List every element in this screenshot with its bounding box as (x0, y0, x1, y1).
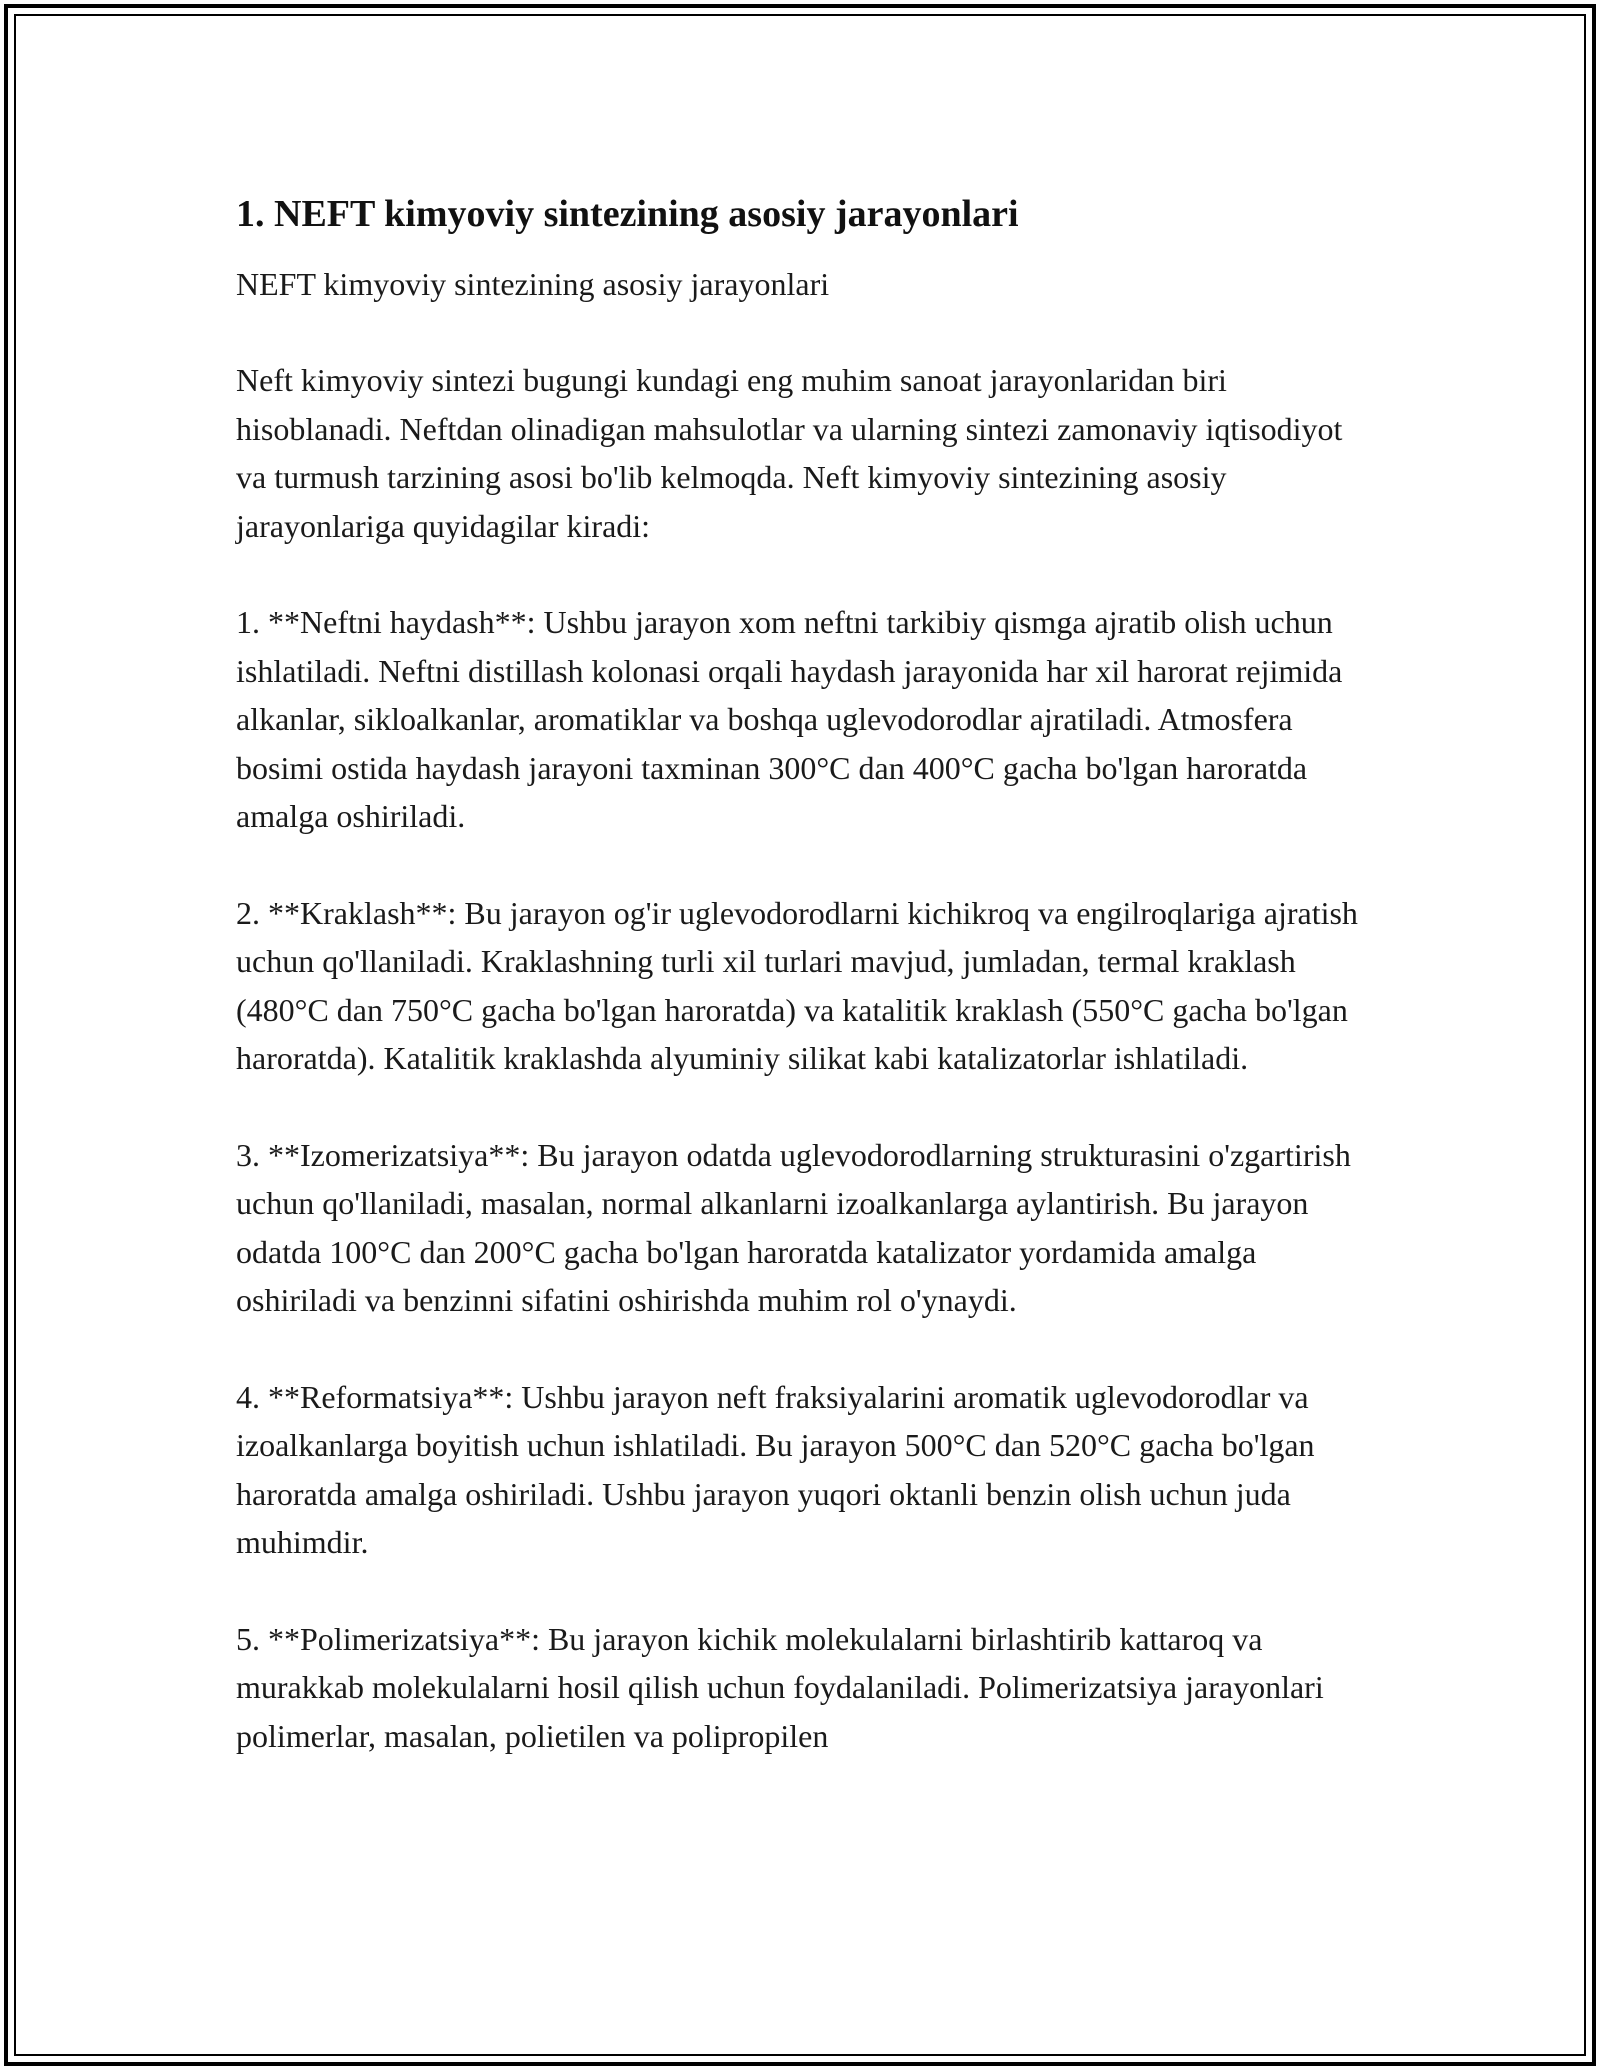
paragraph-reformatsiya: 4. **Reformatsiya**: Ushbu jarayon neft fraksiyalarini aromatik uglevodorodlar va izoalkanlarga boyitish uchun ishlatiladi. Bu jarayon 500°C dan 520°C gacha bo'lgan haroratda amalga oshiriladi. Ushbu jarayon yuqori oktanli benzin olish uchun juda muhimdir. (236, 1378, 1315, 1560)
paragraph-izomerizatsiya: 3. **Izomerizatsiya**: Bu jarayon odatda uglevodorodlarning strukturasini o'zgartirish uchun qo'llaniladi, masalan, normal alkanlarni izoalkanlarga aylantirish. Bu jarayon odatda 100°C dan 200°C gacha bo'lgan haroratda katalizator yordamida amalga oshiriladi va benzinni sifatini oshirishda muhim rol o'ynaydi. (236, 1136, 1351, 1318)
document-body (236, 186, 1366, 1760)
document-subtitle: NEFT kimyoviy sintezining asosiy jarayonlari (236, 266, 830, 302)
paragraph-neftni-haydash: 1. **Neftni haydash**: Ushbu jarayon xom neftni tarkibiy qismga ajratib olish uchun ishlatiladi. Neftni distillash kolonasi orqali haydash jarayonida har xil harorat rejimida alkanlar, sikloalkanlar, aromatiklar va boshqa uglevodorodlar ajratiladi. Atmosfera bosimi ostida haydash jarayoni taxminan 300°C dan 400°C gacha bo'lgan haroratda amalga oshiriladi. (236, 604, 1343, 834)
paragraph-kraklash: 2. **Kraklash**: Bu jarayon og'ir uglevodorodlarni kichikroq va engilroqlariga ajratish uchun qo'llaniladi. Kraklashning turli xil turlari mavjud, jumladan, termal kraklash (480°C dan 750°C gacha bo'lgan haroratda) va katalitik kraklash (550°C gacha bo'lgan haroratda). Katalitik kraklashda alyuminiy silikat kabi katalizatorlar ishlatiladi. (236, 894, 1358, 1076)
paragraph-polimerizatsiya: 5. **Polimerizatsiya**: Bu jarayon kichik molekulalarni birlashtirib kattaroq va murakkab molekulalarni hosil qilish uchun foydalaniladi. Polimerizatsiya jarayonlari polimerlar, masalan, polietilen va polipropilen (236, 1620, 1324, 1754)
paragraph-intro: Neft kimyoviy sintezi bugungi kundagi eng muhim sanoat jarayonlaridan biri hisoblanadi. Neftdan olinadigan mahsulotlar va ularning sintezi zamonaviy iqtisodiyot va turmush tarzining asosi bo'lib kelmoqda. Neft kimyoviy sintezining asosiy jarayonlariga quyidagilar kiradi: (236, 362, 1343, 544)
document-title: 1. NEFT kimyoviy sintezining asosiy jarayonlari (236, 193, 1019, 235)
